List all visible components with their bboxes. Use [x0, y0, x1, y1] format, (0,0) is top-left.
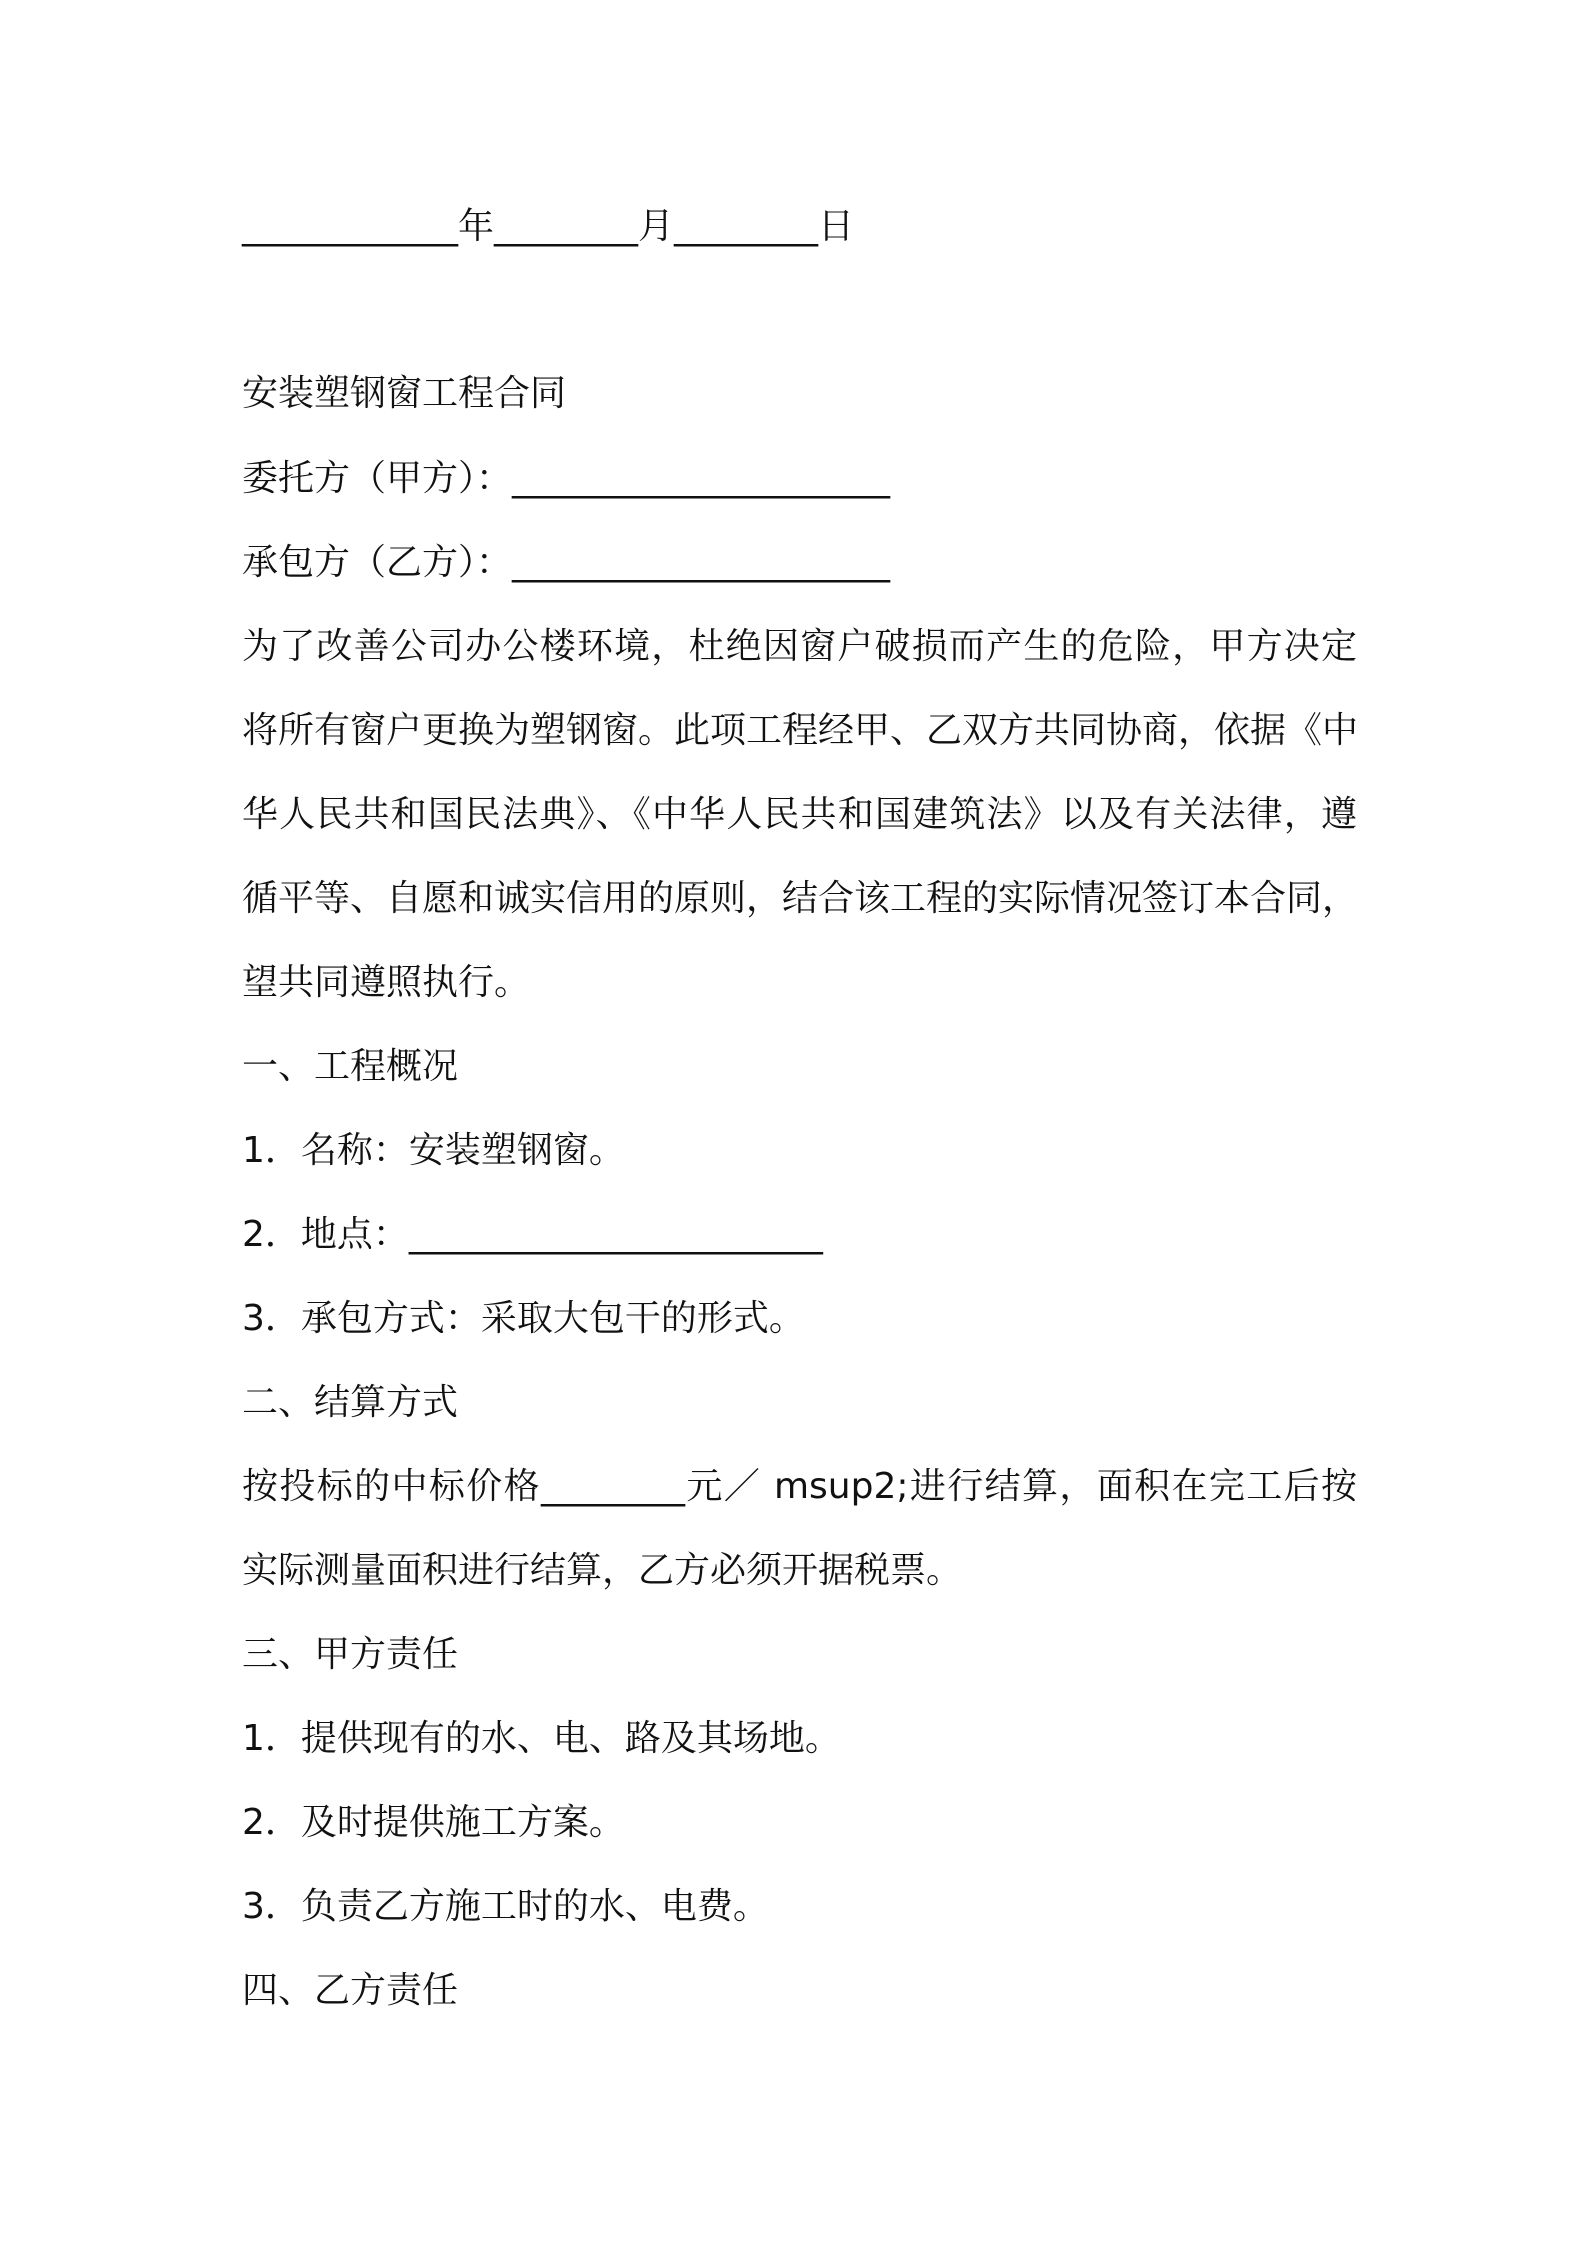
party-a-duty-item: 2．及时提供施工方案。 — [242, 1802, 625, 1843]
preamble-line: 将所有窗户更换为塑钢窗。此项工程经甲、乙双方共同协商，依据《中 — [242, 710, 1359, 751]
preamble-line: 望共同遵照执行。 — [242, 962, 531, 1003]
party-a-duty-item: 3．负责乙方施工时的水、电费。 — [242, 1886, 769, 1927]
party-a-line: 委托方（甲方）：_____________________ — [242, 458, 891, 499]
overview-item-location: 2．地点：_______________________ — [242, 1214, 823, 1255]
settlement-line: 按投标的中标价格________元／ msup2;进行结算，面积在完工后按 — [242, 1466, 1357, 1507]
section-heading-party-b-duties: 四、乙方责任 — [242, 1970, 459, 2011]
preamble-line: 循平等、自愿和诚实信用的原则，结合该工程的实际情况签订本合同， — [242, 878, 1359, 919]
contract-title: 安装塑钢窗工程合同 — [242, 373, 567, 414]
preamble-line: 为了改善公司办公楼环境，杜绝因窗户破损而产生的危险，甲方决定 — [242, 626, 1357, 667]
overview-item-name: 1．名称：安装塑钢窗。 — [242, 1130, 625, 1171]
section-heading-party-a-duties: 三、甲方责任 — [242, 1634, 459, 1675]
party-b-line: 承包方（乙方）：_____________________ — [242, 542, 891, 583]
section-heading-settlement: 二、结算方式 — [242, 1382, 459, 1423]
settlement-line: 实际测量面积进行结算，乙方必须开据税票。 — [242, 1550, 963, 1591]
preamble-line: 华人民共和国民法典》、《中华人民共和国建筑法》以及有关法律，遵 — [242, 794, 1357, 835]
party-a-duty-item: 1．提供现有的水、电、路及其场地。 — [242, 1718, 841, 1759]
date-line: ____________年________月________日 — [242, 206, 854, 247]
section-heading-overview: 一、工程概况 — [242, 1046, 459, 1087]
overview-item-contract-method: 3．承包方式：采取大包干的形式。 — [242, 1298, 805, 1339]
